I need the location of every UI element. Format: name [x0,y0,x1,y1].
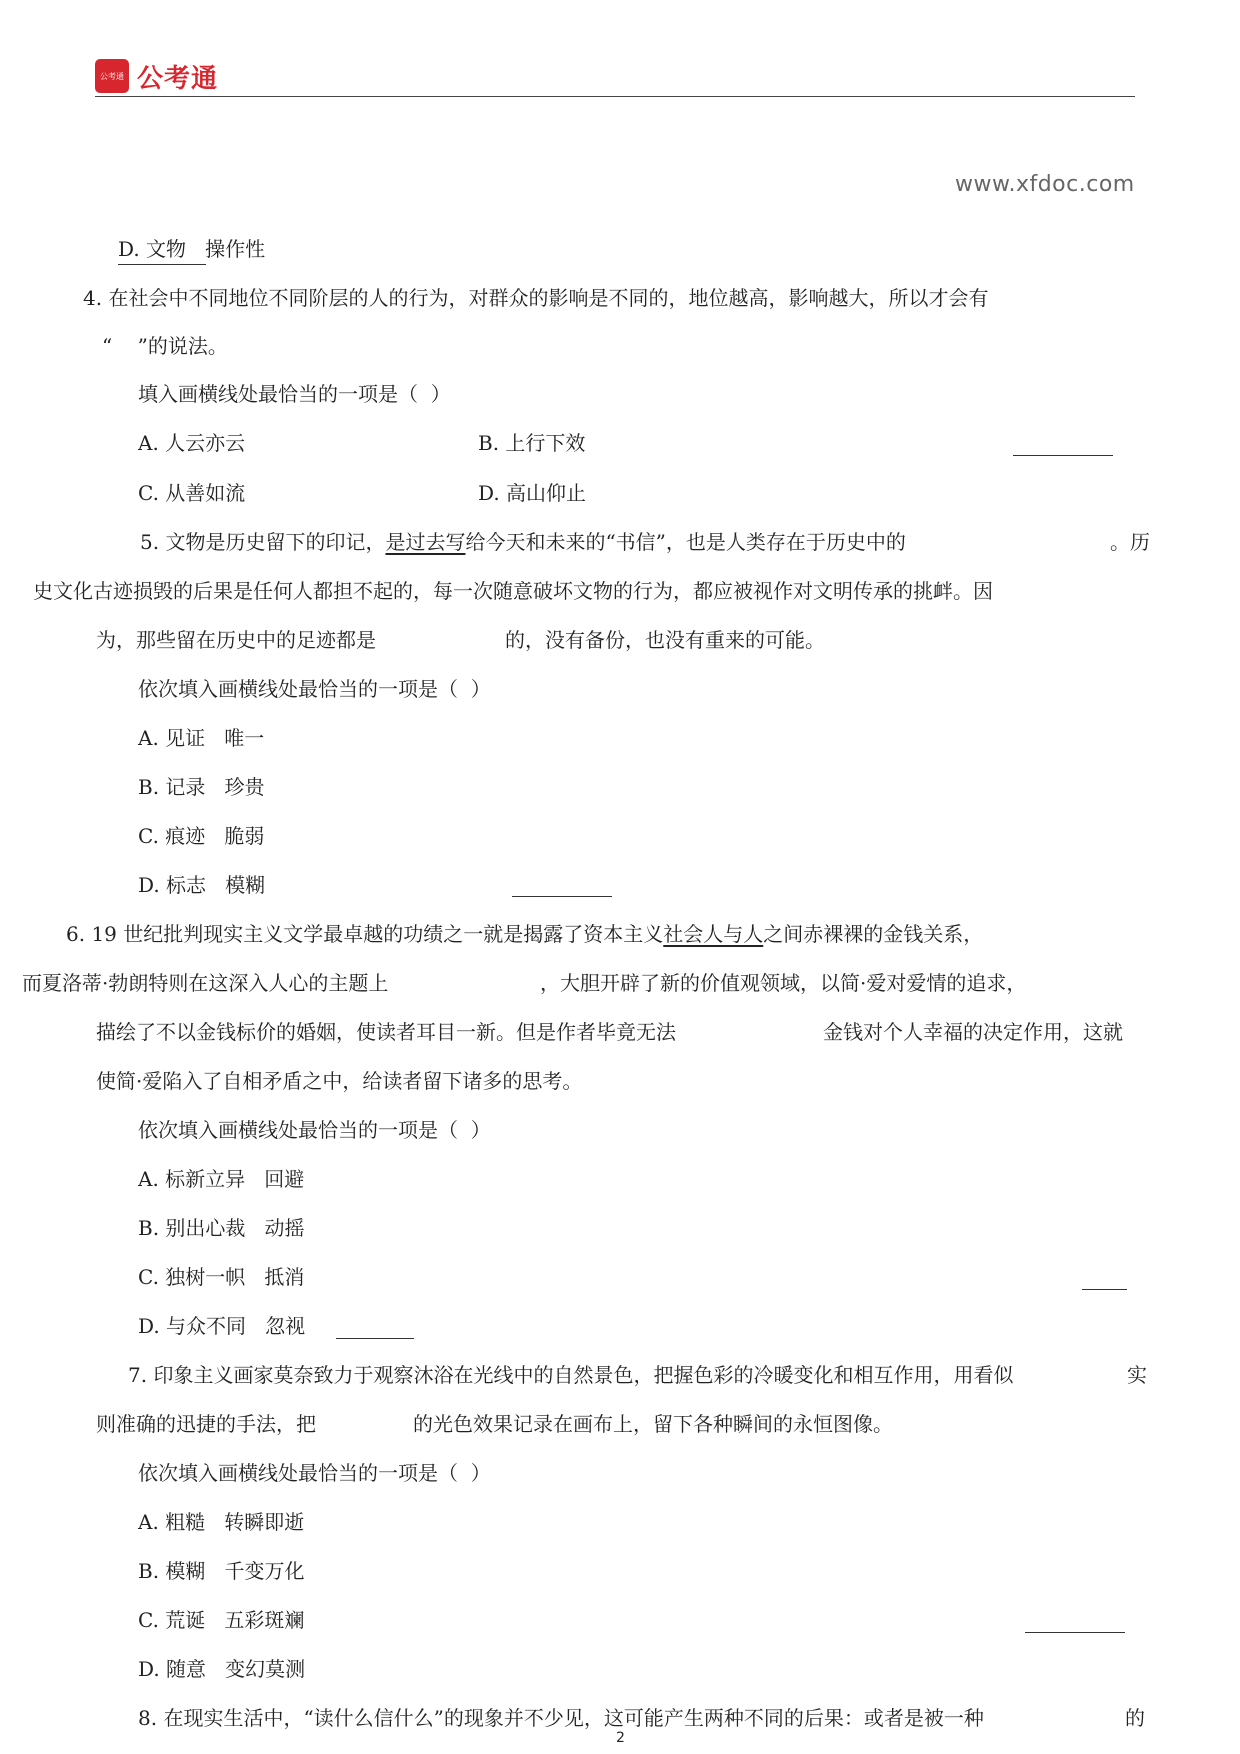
q7-stem-line1a: 7. 印象主义画家莫奈致力于观察沐浴在光线中的自然景色，把握色彩的冷暖变化和相互作用，用看似 [128,1363,1014,1387]
q5-option-b: B. 记录 珍贵 [138,775,265,799]
q8-stem-line1b: 的 [1125,1706,1145,1730]
q6-prompt: 依次填入画横线处最恰当的一项是（ ） [138,1118,491,1142]
q5-stem-line1: 5. 文物是历史留下的印记，是过去写给今天和未来的“书信”，也是人类存在于历史中的 [140,530,906,554]
q5-stem-line1-end: 。历 [1110,530,1150,554]
q6-stem-line3a: 描绘了不以金钱标价的婚姻，使读者耳目一新。但是作者毕竟无法 [96,1020,676,1044]
q6-option-b: B. 别出心裁 动摇 [138,1216,305,1240]
q4-option-d: D. 高山仰止 [478,481,587,505]
q7-stem-line1b: 实 [1127,1363,1147,1387]
q3-underline [118,264,206,265]
q6-stem-line4: 使简·爱陷入了自相矛盾之中，给读者留下诸多的思考。 [96,1069,583,1093]
q4-stem-line2: “ ”的说法。 [102,334,228,358]
q6-stem-line2b: ，大胆开辟了新的价值观领域，以简·爱对爱情的追求， [540,971,1027,995]
q7-stem-line2a: 则准确的迅捷的手法，把 [96,1412,316,1436]
q4-option-c: C. 从善如流 [138,481,246,505]
q5-option-c: C. 痕迹 脆弱 [138,824,265,848]
stray-blank-line [1025,1632,1125,1633]
brand-logo [95,58,218,94]
site-url: www.xfdoc.com [955,172,1135,197]
stray-blank-line [336,1338,414,1339]
q6-option-d: D. 与众不同 忽视 [138,1314,306,1338]
q6-stem-line1: 6. 19 世纪批判现实主义文学最卓越的功绩之一就是揭露了资本主义社会人与人之间赤裸裸的金钱关系， [66,922,984,946]
q5-stem-line3b: 的，没有备份，也没有重来的可能。 [505,628,825,652]
stray-blank-line [1082,1289,1127,1290]
q6-stem-line3b: 金钱对个人幸福的决定作用，这就 [823,1020,1123,1044]
page-number: 2 [616,1730,625,1746]
logo-mark-icon: 公考通 [95,59,129,93]
q5-stem-line2: 史文化古迹损毁的后果是任何人都担不起的，每一次随意破坏文物的行为，都应被视作对文明传承的挑衅。因 [33,579,993,603]
q3-option-d: D. 文物 操作性 [118,237,266,261]
q5-option-a: A. 见证 唯一 [138,726,265,750]
q7-option-c: C. 荒诞 五彩斑斓 [138,1608,305,1632]
q6-option-a: A. 标新立异 回避 [138,1167,305,1191]
q4-prompt: 填入画横线处最恰当的一项是（ ） [138,382,451,406]
q4-stem-line1: 4. 在社会中不同地位不同阶层的人的行为，对群众的影响是不同的，地位越高，影响越大，所以才会有 [83,286,989,310]
stray-blank-line [1013,455,1113,456]
q5-prompt: 依次填入画横线处最恰当的一项是（ ） [138,677,491,701]
q5-option-d: D. 标志 模糊 [138,873,266,897]
q7-option-b: B. 模糊 千变万化 [138,1559,305,1583]
q7-option-d: D. 随意 变幻莫测 [138,1657,306,1681]
logo-text: 公考通 [137,63,219,94]
q6-option-c: C. 独树一帜 抵消 [138,1265,305,1289]
q7-option-a: A. 粗糙 转瞬即逝 [138,1510,305,1534]
q7-stem-line2b: 的光色效果记录在画布上，留下各种瞬间的永恒图像。 [413,1412,893,1436]
q7-prompt: 依次填入画横线处最恰当的一项是（ ） [138,1461,491,1485]
stray-blank-line [512,896,612,897]
q8-stem-line1a: 8. 在现实生活中，“读什么信什么”的现象并不少见，这可能产生两种不同的后果：或者是被一种 [138,1706,984,1730]
header-rule [95,96,1135,97]
q4-option-b: B. 上行下效 [478,431,586,455]
q6-stem-line2a: 而夏洛蒂·勃朗特则在这深入人心的主题上 [22,971,389,995]
q4-option-a: A. 人云亦云 [138,431,246,455]
q5-stem-line3a: 为，那些留在历史中的足迹都是 [96,628,376,652]
